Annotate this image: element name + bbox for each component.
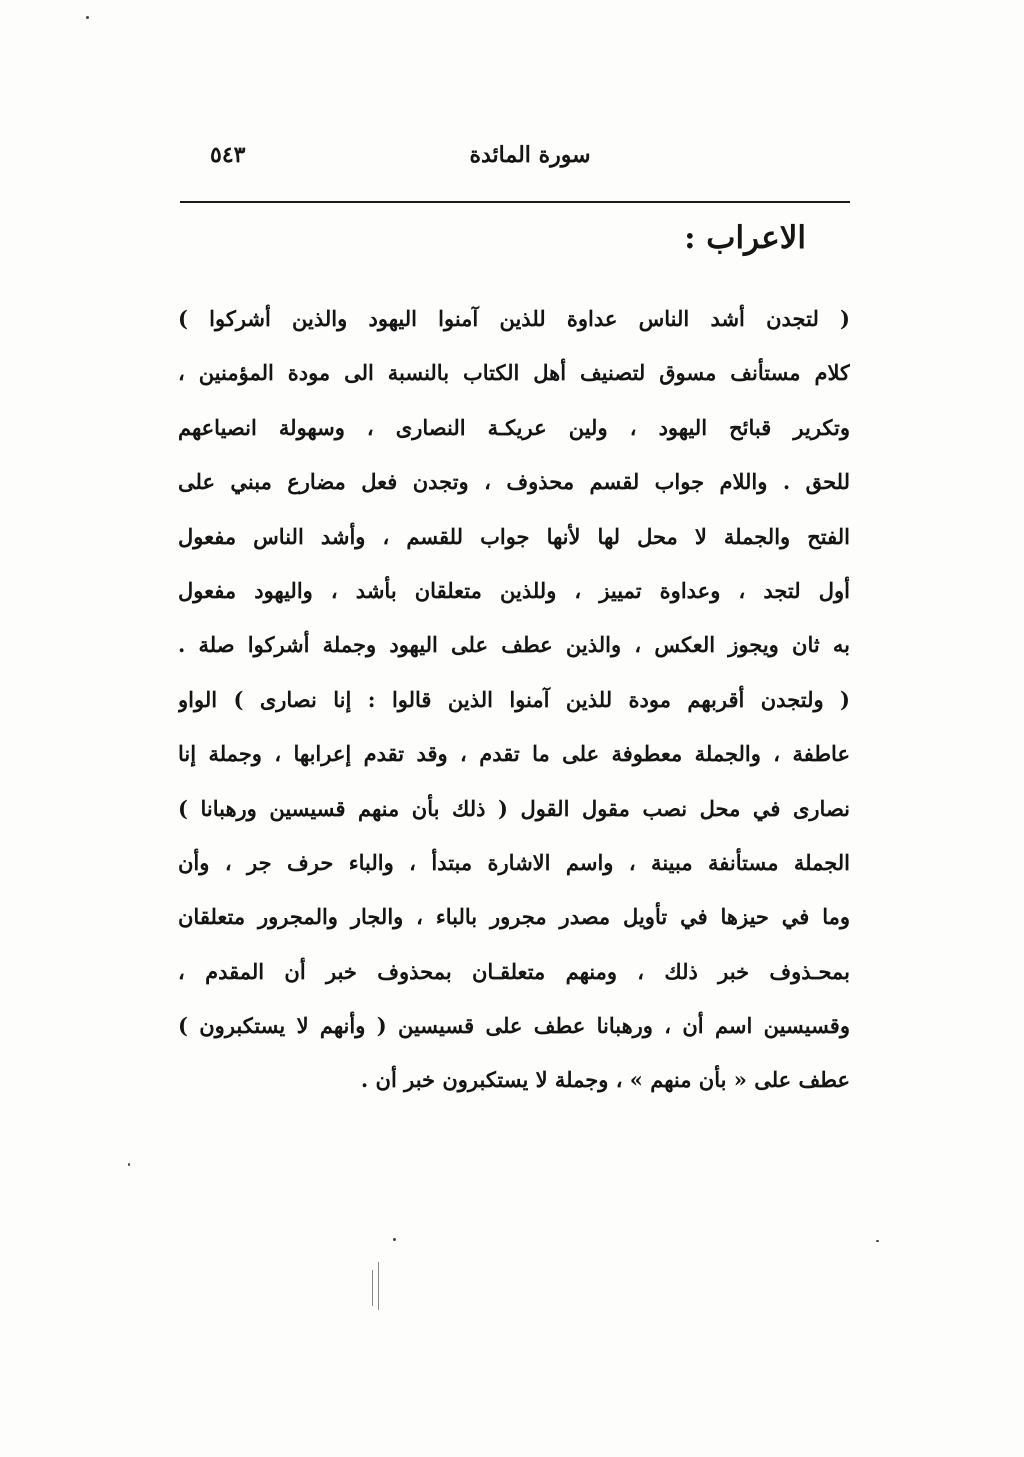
scan-speck xyxy=(86,16,89,19)
text-line: الفتح والجملة لا محل لها لأنها جواب للقسم ، وأشد الناس مفعول xyxy=(178,523,850,549)
scan-speck xyxy=(393,1238,396,1241)
text-line: كلام مستأنف مسوق لتصنيف أهل الكتاب بالنسبة الى مودة المؤمنين ، xyxy=(178,360,850,386)
text-line: عطف على « بأن منهم » ، وجملة لا يستكبرون خبر أن . xyxy=(360,1067,850,1093)
surah-title: سورة المائدة xyxy=(469,142,591,168)
section-heading: الاعراب : xyxy=(684,220,806,256)
text-line: نصارى في محل نصب مقول القول ( ذلك بأن منهم قسيسين ورهبانا ) xyxy=(178,795,850,821)
text-line: للحق . واللام جواب لقسم محذوف ، وتجدن فعل مضارع مبني على xyxy=(178,469,850,495)
scan-mark xyxy=(372,1270,373,1306)
scan-speck xyxy=(128,1163,130,1166)
text-line: عاطفة ، والجملة معطوفة على ما تقدم ، وقد تقدم إعرابها ، وجملة إنا xyxy=(178,741,850,767)
text-line: بمحـذوف خبر ذلك ، ومنهم متعلقـان بمحذوف خبر أن المقدم ، xyxy=(178,958,850,984)
page-number: ٥٤٣ xyxy=(210,142,246,168)
text-line: أول لتجد ، وعداوة تمييز ، وللذين متعلقان بأشد ، واليهود مفعول xyxy=(178,577,850,603)
text-line: به ثان ويجوز العكس ، والذين عطف على اليهود وجملة أشركوا صلة . xyxy=(178,632,850,658)
scan-mark xyxy=(378,1262,379,1310)
text-line: ( ولتجدن أقربهم مودة للذين آمنوا الذين قالوا : إنا نصارى ) الواو xyxy=(178,686,850,712)
page-header xyxy=(180,138,850,182)
text-line: وتكرير قبائح اليهود ، ولين عريكـة النصارى ، وسهولة انصياعهم xyxy=(178,414,850,440)
scan-speck xyxy=(876,1240,879,1242)
body-text xyxy=(178,292,850,1108)
text-line: وقسيسين اسم أن ، ورهبانا عطف على قسيسين ( وأنهم لا يستكبرون ) xyxy=(178,1013,850,1039)
text-line: ( لتجدن أشد الناس عداوة للذين آمنوا اليهود والذين أشركوا ) xyxy=(178,306,850,331)
text-line: الجملة مستأنفة مبينة ، واسم الاشارة مبتدأ ، والباء حرف جر ، وأن xyxy=(178,849,850,875)
header-divider xyxy=(180,201,850,203)
text-line: وما في حيزها في تأويل مصدر مجرور بالباء ، والجار والمجرور متعلقان xyxy=(178,904,850,930)
